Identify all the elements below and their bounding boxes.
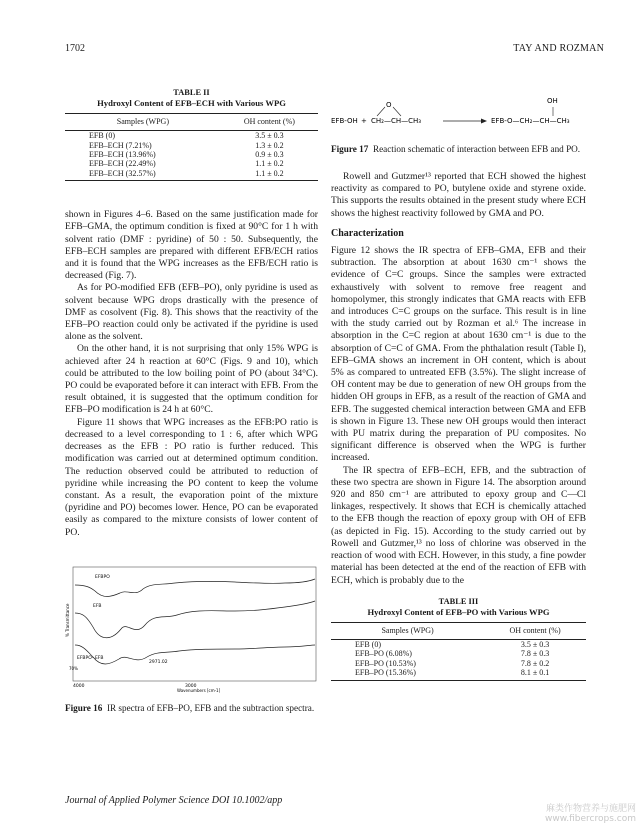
- right-column: [331, 88, 586, 681]
- table-ii-grid: [65, 113, 318, 181]
- table-iii-col-samples: Samples (WPG): [331, 622, 484, 639]
- table-row: [331, 639, 586, 649]
- page-number: 1702: [65, 43, 85, 54]
- table-cell: EFB (0): [89, 131, 115, 141]
- journal-footer: Journal of Applied Polymer Science DOI 10.1002/app: [65, 795, 283, 806]
- epoxide: CH₂—CH—CH₃: [371, 117, 422, 125]
- y-axis-label: % Transmittance: [65, 603, 70, 637]
- table-cell: 1.3 ± 0.2: [255, 140, 284, 150]
- x-axis-label: Wavenumbers [cm-1]: [177, 687, 221, 693]
- figure-16-caption-label: Figure 16: [65, 702, 103, 713]
- table-cell: EFB–PO (15.36%): [331, 668, 484, 680]
- table-cell: 1.1 ± 0.2: [255, 159, 284, 169]
- table-row: [65, 159, 318, 168]
- product-hydroxyl: OH: [547, 97, 558, 105]
- table-iii-title: Hydroxyl Content of EFB–PO with Various WPG: [367, 606, 550, 617]
- table-cell: 7.8 ± 0.3: [520, 649, 550, 659]
- x-tick-label: 3000: [185, 683, 197, 689]
- table-cell: 3.5 ± 0.3: [520, 639, 550, 649]
- ir-spectra-plot: [65, 565, 318, 693]
- table-cell: EFB–PO (6.08%): [355, 649, 412, 659]
- table-ii-col-samples: Samples (WPG): [65, 114, 221, 131]
- epoxide-oxygen: O: [386, 101, 392, 109]
- table-ii-col-oh: OH content (%): [221, 114, 318, 131]
- reaction-scheme: [331, 88, 586, 140]
- table-iii: [331, 597, 586, 681]
- body-paragraph: Rowell and Gutzmer¹³ reported that ECH showed the highest reactivity as compared to PO, butylene oxide and styrene oxide. This supports the results obtained in the present study where ECH shows the highest reactivity followed by GMA and PO.: [331, 171, 586, 219]
- table-cell: 3.5 ± 0.3: [255, 131, 284, 141]
- table-row: [331, 659, 586, 668]
- watermark-line: www.fibercrops.com: [545, 814, 636, 824]
- table-row: [65, 141, 318, 150]
- table-iii-label: TABLE III: [438, 596, 479, 606]
- table-row: [331, 649, 586, 658]
- figure-16: [65, 565, 318, 714]
- table-cell: EFB–ECH (13.96%): [89, 150, 156, 160]
- figure-17-caption-text: Reaction schematic of interaction between EFB and PO.: [372, 144, 581, 154]
- body-paragraph: The IR spectra of EFB–ECH, EFB, and the subtraction of these two spectra are shown in Figure 14. The absorption around 920 and 850 cm⁻¹ are attributed to epoxy group and C—Cl linkages, respectively. It shows that ECH is chemically attached to the EFB though the reaction of epoxy group with OH of EFB (as depicted in Fig. 15). According to the study carried out by Rowell and Gutzmer,¹³ no loss of chlorine was observed in the reaction of wood with ECH. However, in this study, a fine powder material has been detected at the end of the reaction of EFB with ECH, which is probably due to the: [331, 464, 586, 586]
- running-head-authors: TAY AND ROZMAN: [513, 43, 604, 54]
- product: EFB-O—CH₂—CH—CH₃: [491, 117, 570, 125]
- table-row: [65, 150, 318, 159]
- body-paragraph: As for PO-modified EFB (EFB–PO), only pyridine is used as solvent because WPG drops drastically with the presence of DMF as cosolvent (Fig. 8). This shows that the reactivity of the EFB–PO reaction could only be activated if the pyridine is used alone as the solvent.: [65, 282, 318, 343]
- spectrum-label-subtraction: EFBPO- EFB: [77, 655, 104, 661]
- figure-16-caption-text: IR spectra of EFB–PO, EFB and the subtraction spectra.: [106, 702, 315, 713]
- table-ii-label: TABLE II: [173, 88, 210, 97]
- table-cell: EFB–ECH (22.49%): [89, 159, 156, 169]
- section-heading-characterization: Characterization: [331, 227, 404, 239]
- body-paragraph: Figure 12 shows the IR spectra of EFB–GMA, EFB and their subtraction. The absorption at about 1630 cm⁻¹ shows the evidence of C=C groups. Since the samples were extracted exhaustively with solvent to remove free reagent and homopolymer, this strongly indicates that GMA reacts with EFB and introduces C=C groups on the surface. This result is in line with the study carried out by Rozman et al.⁶ The increase in absorption in the C=C region at about 1630 cm⁻¹ is due to the absorption of C=C of GMA. From the phthalation result (Table I), EFB–GMA shows an increment in OH content, which is about 5% as compared to untreated EFB (3.5%). The slight increase of OH content may be due to generation of new OH groups from the hidden OH groups in EFB, as a result of the reaction of GMA and EFB. The suggested chemical interaction between GMA and EFB is shown in Figure 13. These new OH groups would then interact with PU matrix during the preparation of PU composites. No significant difference is observed when the WPG is further increased.: [331, 245, 586, 464]
- spectrum-label-efb: EFB: [93, 603, 102, 609]
- table-row: [65, 169, 318, 181]
- body-paragraph: On the other hand, it is not surprising that only 15% WPG is achieved after 24 h reaction at 60°C (Figs. 9 and 10), which could be attributed to the low boiling point of PO (about 34°C). PO could be evaporated before it can interact with EFB. From the result obtained, it is suggested that the optimum condition for EFB–PO modification is 24 h at 60°C.: [65, 343, 318, 416]
- table-iii-col-oh: OH content (%): [484, 622, 586, 639]
- table-ii-title: Hydroxyl Content of EFB–ECH with Various WPG: [97, 98, 286, 108]
- table-cell: EFB–ECH (32.57%): [65, 169, 221, 181]
- table-cell: 1.1 ± 0.2: [221, 169, 318, 181]
- table-row: [331, 668, 586, 680]
- body-paragraph: shown in Figures 4–6. Based on the same justification made for EFB–GMA, the optimum condition is fixed at 90°C for 1 h with solvent ratio (DMF : pyridine) of 50 : 50. Subsequently, the EFB–ECH samples are prepared with different EFB/ECH ratios and it is found that the WPG increases as the EFB/ECH ratio is decreased (Fig. 7).: [65, 209, 318, 282]
- left-column: [65, 88, 318, 714]
- spectrum-label-efbpo: EFBPO: [95, 574, 110, 580]
- table-iii-grid: [331, 622, 586, 681]
- table-cell: 8.1 ± 0.1: [484, 668, 586, 680]
- x-tick-label: 4000: [73, 683, 85, 689]
- figure-17-caption-label: Figure 17: [331, 144, 369, 154]
- table-ii: [65, 88, 318, 181]
- table-row: [65, 131, 318, 141]
- figure-16-caption: [65, 703, 318, 714]
- table-cell: EFB–ECH (7.21%): [89, 140, 152, 150]
- peak-label: 2971.02: [149, 659, 168, 665]
- table-cell: 0.9 ± 0.3: [255, 150, 284, 160]
- y-tick-label: 70%: [69, 665, 78, 671]
- plus-sign: +: [361, 117, 367, 125]
- table-cell: 7.8 ± 0.2: [520, 658, 550, 668]
- reactant: EFB-OH: [331, 117, 358, 125]
- table-cell: EFB–PO (10.53%): [355, 658, 416, 668]
- figure-17: [331, 88, 586, 155]
- watermark: [545, 804, 636, 824]
- body-paragraph: Figure 11 shows that WPG increases as the EFB:PO ratio is decreased to a level corresponding to 1 : 6, after which WPG decreases as the EFB : PO ratio is further reduced. This modification was carried out at determined optimum condition. The reduction observed could be attributed to reduction of pyridine while increasing the PO content to keep the volume constant. As a result, the evaporation point of the mixture (pyridine and PO) becomes lower. Hence, PO can be evaporated easily as compared to the mixture consists of lower content of PO.: [65, 416, 318, 538]
- table-cell: EFB (0): [355, 639, 381, 649]
- watermark-line: 麻类作物营养与施肥网: [545, 804, 636, 814]
- figure-17-caption: [331, 144, 586, 155]
